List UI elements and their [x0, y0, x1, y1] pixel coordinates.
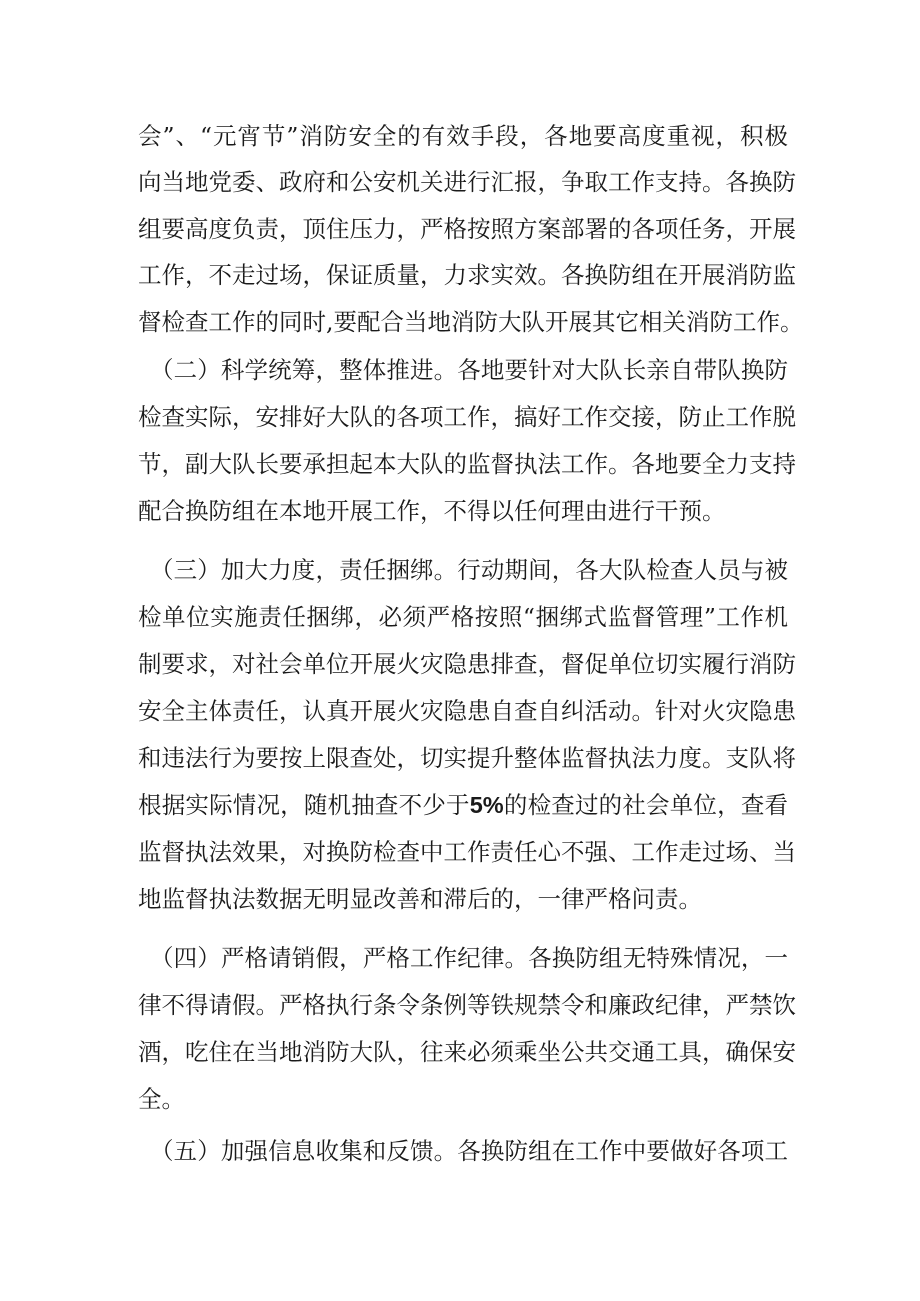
- percent-value: 5%: [469, 792, 504, 818]
- text-line: 向当地党委、政府和公安机关进行汇报，争取工作支持。各换防: [138, 168, 796, 196]
- text-line: 会”、“元宵节”消防安全的有效手段，各地要高度重视，积极: [138, 122, 788, 150]
- text-line: 节，副大队长要承担起本大队的监督执法工作。各地要全力支持: [138, 450, 796, 478]
- text-line: 配合换防组在本地开展工作，不得以任何理由进行干预。: [138, 497, 726, 525]
- text-line: 和违法行为要按上限查处，切实提升整体监督执法力度。支队将: [138, 744, 796, 772]
- text-line: 检查实际，安排好大队的各项工作，搞好工作交接，防止工作脱: [138, 403, 796, 431]
- text-line: 安全主体责任，认真开展火灾隐患自查自纠活动。针对火灾隐患: [138, 697, 796, 725]
- text-line: 组要高度负责，顶住压力，严格按照方案部署的各项任务，开展: [138, 215, 796, 243]
- text-line-with-percent: [138, 785, 788, 825]
- text-line: 工作，不走过场，保证质量，力求实效。各换防组在开展消防监: [138, 261, 796, 289]
- text-line: 酒，吃住在当地消防大队，往来必须乘坐公共交通工具，确保安: [138, 1038, 796, 1066]
- section-heading-4: （四）严格请销假，严格工作纪律。各换防组无特殊情况，一: [150, 944, 788, 972]
- text-line: 检单位实施责任捆绑，必须严格按照“捆绑式监督管理”工作机: [138, 603, 788, 631]
- text-line: 制要求，对社会单位开展火灾隐患排查，督促单位切实履行消防: [138, 650, 796, 678]
- text-line: 地监督执法数据无明显改善和滞后的，一律严格问责。: [138, 885, 702, 913]
- text-segment: 的检查过的社会单位，查看: [503, 791, 789, 819]
- text-line: 全。: [138, 1085, 185, 1113]
- text-segment: 根据实际情况，随机抽查不少于: [138, 791, 470, 819]
- section-heading-2: （二）科学统筹，整体推进。各地要针对大队长亲自带队换防: [150, 356, 788, 384]
- section-heading-3: （三）加大力度，责任捆绑。行动期间，各大队检查人员与被: [150, 556, 788, 584]
- section-heading-5: （五）加强信息收集和反馈。各换防组在工作中要做好各项工: [150, 1137, 788, 1165]
- text-line: 督检查工作的同时,要配合当地消防大队开展其它相关消防工作。: [138, 308, 804, 336]
- text-line: 律不得请假。严格执行条令条例等铁规禁令和廉政纪律，严禁饮: [138, 991, 796, 1019]
- text-line: 监督执法效果，对换防检查中工作责任心不强、工作走过场、当: [138, 838, 796, 866]
